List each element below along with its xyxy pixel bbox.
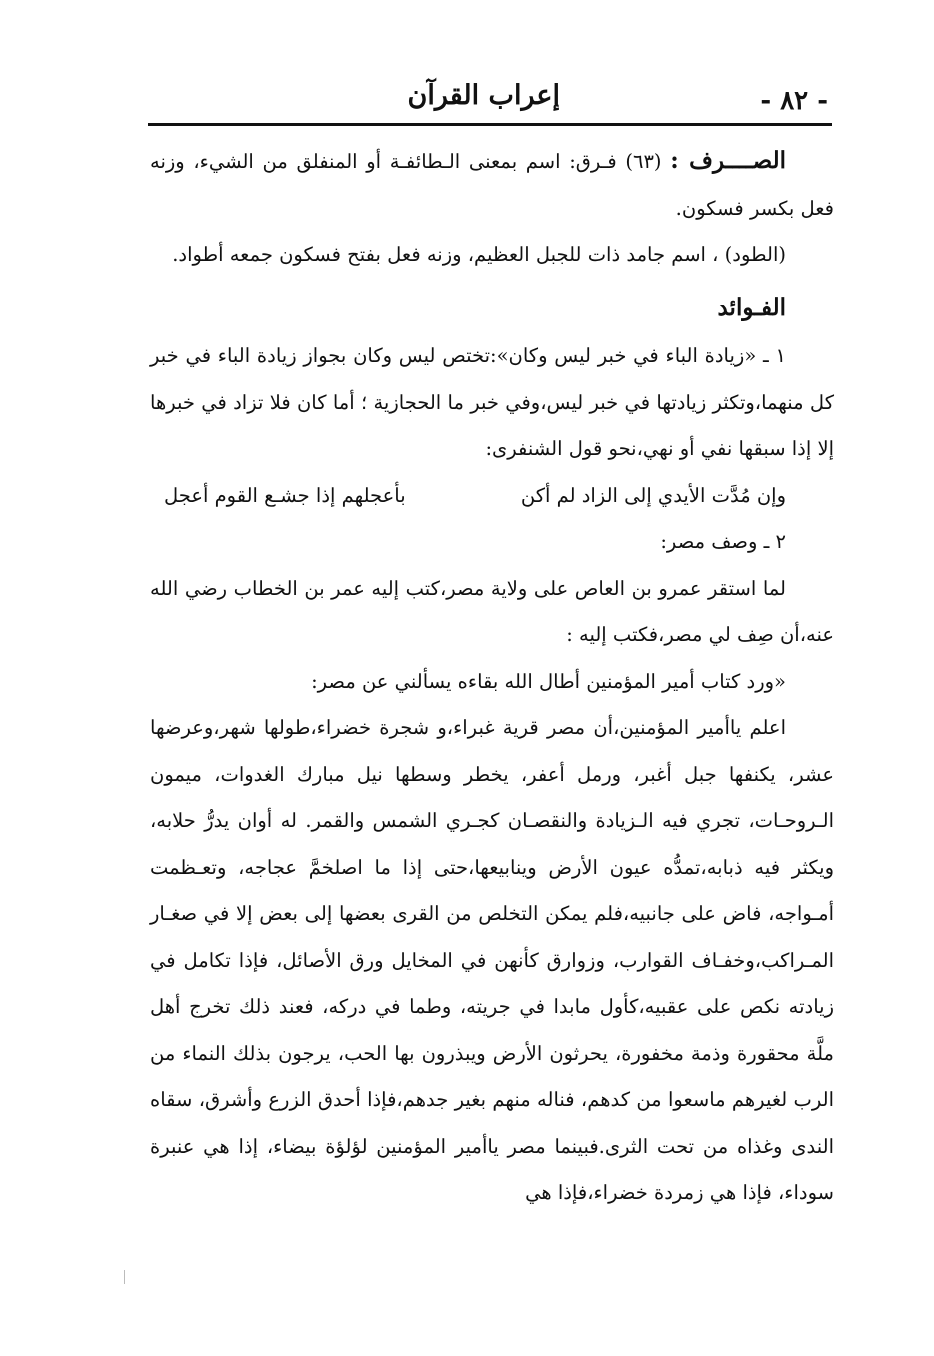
- page-number: - ٨٢ -: [760, 86, 828, 116]
- letter-opening: «ورد كتاب أمير المؤمنين أطال الله بقاءه يسألني عن مصر:: [311, 669, 786, 693]
- margin-mark: [124, 1270, 125, 1284]
- header-rule: [148, 123, 832, 126]
- benefit-1-paragraph: ١ ـ «زيادة الباء في خبر ليس وكان»:تختص ليس وكان بجواز زيادة الباء في خبر كل منهما،وتكثر زيادتها في خبر ليس،وفي خبر ما الحجازية ؛ أما كان فلا تزاد في خبرها إلا إذا سبقها نفي أو نهي،نحو قول الشنفرى:: [150, 344, 834, 460]
- poetry-verse: [150, 473, 834, 520]
- tawd-paragraph: (الطود) ، اسم جامد ذات للجبل العظيم، وزنه فعل بفتح فسكون جمعه أطواد.: [172, 243, 786, 266]
- verse-second-hemistich: بأعجلهم إذا جشـع القوم أعجل: [164, 483, 406, 507]
- sarf-label: الصــــرف :: [670, 147, 786, 174]
- page-header: [148, 76, 828, 120]
- benefit-2-title: ٢ ـ وصف مصر:: [660, 530, 786, 553]
- verse-first-hemistich: وإن مُدَّت الأيدي إلى الزاد لم أكن: [520, 483, 786, 507]
- benefit-2-intro: لما استقر عمرو بن العاص على ولاية مصر،كتب إليه عمر بن الخطاب رضي الله عنه،أن صِف لي مصر،فكتب إليه :: [150, 576, 834, 646]
- egypt-description: اعلم ياأمير المؤمنين،أن مصر قرية غبراء،و شجرة خضراء،طولها شهر،وعرضها عشر، يكنفها جبل أغبر، ورمل أعفر، يخطر وسطها نيل مبارك الغدوات، ميمون الـروحـات، تجري فيه الـزيادة والنقصـان كجـري الشمس والقمر. له أوان يدرُّ حلابه، ويكثر فيه ذبابه،تمدُّه عيون الأرض وينابيعها،حتى إذا ما اصلخمَّ عجاجه، وتعـظمت أمـواجه، فاض على جانبيه،فلم يمكن التخلص من القرى بعضها إلى بعض إلا في صغـار المـراكب،وخفـاف القوارب، وزوارق كأنهن في المخايل ورق الأصائل، فإذا تكامل في زيادته نكص على عقبيه،كأول مابدا في جريته، وطما في دركه، فعند ذلك تخرج أهل ملَّة محقورة وذمة مخفورة، يحرثون الأرض ويبذرون بها الحب، يرجون بذلك النماء من الرب لغيرهم ماسعوا من كدهم، فناله منهم بغير جدهم،فإذا أحدق الزرع وأشرق، سقاه الندى وغذاه من تحت الثرى.فبينما مصر ياأمير المؤمنين لؤلؤة بيضاء، إذا هي عنبرة سوداء، فإذا هي زمردة خضراء،فإذا هي: [150, 716, 834, 1204]
- sarf-text: (٦٣) فـرق: اسم بمعنى الـطائفـة أو المنفلق من الشيء، وزنه فعل بكسر فسكون.: [150, 150, 834, 220]
- fawaid-heading: الفـوائد: [717, 293, 786, 321]
- book-title: إعراب القرآن: [407, 80, 560, 111]
- page-body: [150, 138, 834, 1217]
- sarf-paragraph: [150, 138, 834, 232]
